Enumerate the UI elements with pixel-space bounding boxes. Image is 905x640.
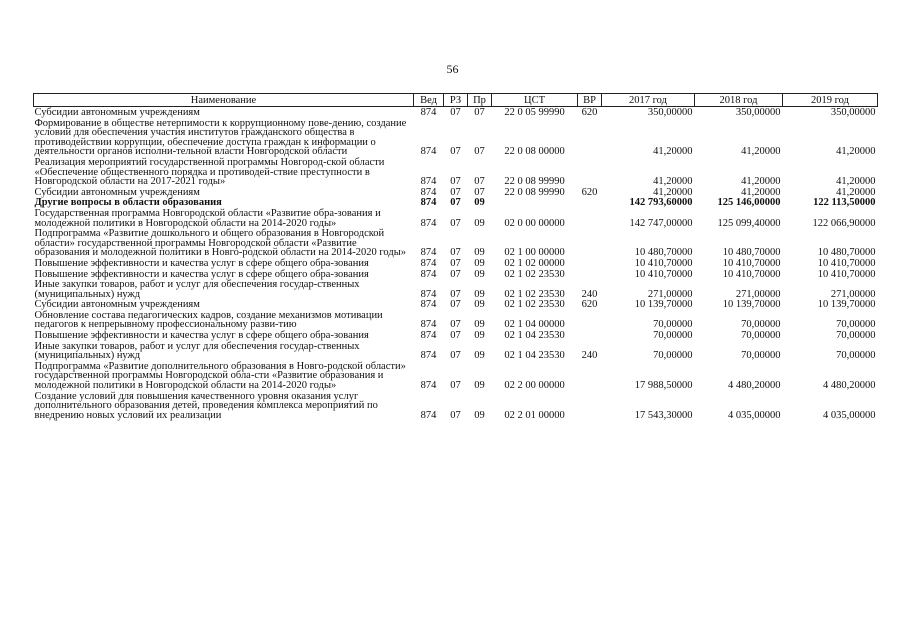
col-header-rz: РЗ: [444, 94, 468, 107]
cell-2019: 10 480,70000: [817, 247, 876, 259]
cell-vr: [578, 157, 602, 187]
table-row: [34, 330, 878, 341]
cell-vr: 620: [581, 186, 598, 198]
cell-2018: 70,00000: [741, 330, 781, 342]
cell-2017: 17 543,30000: [634, 409, 693, 421]
col-header-name: Наименование: [34, 94, 414, 107]
col-header-vr: ВР: [578, 94, 602, 107]
table-row: [34, 310, 878, 330]
cell-ved: 874: [420, 217, 437, 229]
cell-pr: 07: [474, 186, 485, 198]
cell-2019: 10 139,70000: [817, 299, 876, 311]
cell-name: Обновление состава педагогических кадров, создание механизмов мотивации педагогов к непрерывному профессиональному разви-тию: [34, 309, 383, 331]
cell-2017: 142 793,60000: [629, 197, 693, 209]
cell-2019: 122 113,50000: [813, 197, 876, 209]
table-row: [34, 228, 878, 258]
table-row: [34, 208, 878, 228]
cell-2018: 10 139,70000: [722, 299, 781, 311]
table-header-row: [34, 94, 878, 107]
table-row: [34, 107, 878, 118]
cell-2017: 142 747,00000: [629, 217, 693, 229]
cell-2018: 125 099,40000: [717, 217, 781, 229]
table-row: [34, 361, 878, 391]
cell-name: Субсидии автономным учреждениям: [34, 107, 200, 118]
table-row: [34, 258, 878, 269]
cell-2017: 10 410,70000: [634, 268, 693, 280]
cell-rz: 07: [450, 350, 461, 362]
cell-cst: 22 0 08 99990: [504, 176, 565, 188]
cell-2018: 125 146,00000: [717, 197, 781, 209]
cell-2018: 70,00000: [741, 319, 781, 331]
cell-name: Другие вопросы в области образования: [34, 197, 222, 209]
cell-2019: 4 480,20000: [823, 380, 876, 392]
cell-2017: 70,00000: [653, 330, 693, 342]
table-row: [34, 299, 878, 310]
table-row: [34, 269, 878, 280]
cell-vr: 240: [581, 288, 598, 300]
cell-pr: 09: [474, 299, 485, 311]
cell-ved: 874: [420, 319, 437, 331]
cell-ved: 874: [420, 268, 437, 280]
cell-name: Субсидии автономным учреждениям: [34, 299, 200, 311]
cell-cst: 22 0 08 99990: [504, 186, 565, 198]
cell-cst: 02 2 01 00000: [504, 409, 565, 421]
table-row: [34, 118, 878, 157]
table-row: [34, 341, 878, 361]
cell-ved: 874: [420, 380, 437, 392]
cell-2018: 4 480,20000: [728, 380, 781, 392]
cell-2019: 350,00000: [830, 107, 876, 118]
cell-pr: 09: [474, 380, 485, 392]
cell-name: Государственная программа Новгородской области «Развитие обра-зования и молодежной политики в Новгородской области на 2014-2020 годы»: [34, 207, 381, 229]
cell-rz: 07: [450, 176, 461, 188]
cell-cst: 02 1 04 23530: [504, 350, 565, 362]
cell-cst: 22 0 05 99990: [504, 107, 565, 118]
cell-ved: 874: [420, 257, 437, 269]
cell-pr: 07: [474, 176, 485, 188]
cell-pr: 07: [474, 146, 485, 158]
cell-2017: 350,00000: [647, 107, 693, 118]
cell-2019: 70,00000: [836, 350, 876, 362]
cell-vr: [578, 310, 602, 330]
cell-2018: 4 035,00000: [728, 409, 781, 421]
cell-cst: 22 0 08 00000: [504, 146, 565, 158]
col-header-2017: 2017 год: [602, 94, 695, 107]
cell-vr: [578, 269, 602, 280]
cell-rz: 07: [450, 186, 461, 198]
cell-vr: [578, 228, 602, 258]
cell-pr: 09: [474, 319, 485, 331]
cell-rz: 07: [450, 319, 461, 331]
cell-2019: 41,20000: [836, 186, 876, 198]
cell-2017: 17 988,50000: [634, 380, 693, 392]
cell-2017: 41,20000: [653, 186, 693, 198]
cell-2019: 70,00000: [836, 330, 876, 342]
cell-cst: 02 1 02 23530: [504, 268, 565, 280]
cell-2018: 41,20000: [741, 186, 781, 198]
cell-ved: 874: [420, 107, 437, 118]
cell-2019: 122 066,90000: [812, 217, 876, 229]
cell-2017: 41,20000: [653, 176, 693, 188]
cell-2018: 10 410,70000: [722, 268, 781, 280]
cell-2019: 70,00000: [836, 319, 876, 331]
cell-vr: 240: [581, 350, 598, 362]
cell-cst: 02 1 02 23530: [504, 299, 565, 311]
cell-name: Создание условий для повышения качественного уровня оказания услуг дополнительного образования детей, проведения комплекса мероприятий по внедрению новых условий их реализации: [34, 390, 378, 421]
cell-pr: 09: [474, 350, 485, 362]
cell-ved: 874: [420, 409, 437, 421]
cell-name: Повышение эффективности и качества услуг в сфере общего обра-зования: [34, 330, 369, 342]
cell-rz: 07: [450, 288, 461, 300]
cell-vr: [578, 208, 602, 228]
cell-2018: 41,20000: [741, 146, 781, 158]
cell-pr: 09: [474, 257, 485, 269]
table-row: [34, 391, 878, 421]
cell-name: Субсидии автономным учреждениям: [34, 186, 200, 198]
cell-ved: 874: [420, 350, 437, 362]
cell-2019: 10 410,70000: [817, 257, 876, 269]
cell-pr: 09: [474, 247, 485, 259]
cell-2018: 10 480,70000: [722, 247, 781, 259]
cell-pr: 09: [474, 409, 485, 421]
cell-2017: 10 139,70000: [634, 299, 693, 311]
cell-2018: 41,20000: [741, 176, 781, 188]
cell-vr: [578, 258, 602, 269]
cell-rz: 07: [450, 107, 461, 118]
cell-2017: 10 410,70000: [634, 257, 693, 269]
cell-name: Подпрограмма «Развитие дошкольного и общего образования в Новгородской области» государственной программы Новгородской области «Развитие образования и молодежной политики в Новго-родской области на 2014-2020 годы»: [34, 228, 407, 259]
cell-pr: 09: [474, 268, 485, 280]
cell-2017: 271,00000: [647, 288, 693, 300]
cell-cst: 02 1 02 23530: [504, 288, 565, 300]
budget-table: [33, 93, 878, 420]
page-number: 56: [446, 62, 459, 76]
cell-vr: [578, 391, 602, 421]
cell-2019: 41,20000: [836, 146, 876, 158]
cell-2018: 10 410,70000: [722, 257, 781, 269]
cell-2017: 70,00000: [653, 319, 693, 331]
table-row: [34, 279, 878, 299]
cell-2018: 350,00000: [735, 107, 781, 118]
cell-name: Иные закупки товаров, работ и услуг для обеспечения государ-ственных (муниципальных) нужд: [34, 340, 360, 362]
cell-ved: 874: [420, 330, 437, 342]
cell-vr: [578, 197, 602, 208]
col-header-cst: ЦСТ: [492, 94, 578, 107]
cell-name: Формирование в обществе нетерпимости к коррупционному пове-дению, создание условий для обеспечения участия институтов гражданского общества в противодействии коррупции, обеспечение доступа граждан к информации о деятельности органов исполни-тельной власти Новгородской области: [34, 117, 407, 158]
cell-2019: 271,00000: [830, 288, 876, 300]
cell-pr: 07: [474, 107, 485, 118]
cell-pr: 09: [474, 330, 485, 342]
cell-name: Иные закупки товаров, работ и услуг для обеспечения государ-ственных (муниципальных) нужд: [34, 279, 360, 300]
cell-2019: 10 410,70000: [817, 268, 876, 280]
cell-ved: 874: [420, 288, 437, 300]
col-header-2019: 2019 год: [783, 94, 878, 107]
cell-name: Реализация мероприятий государственной программы Новгород-ской области «Обеспечение общественного порядка и противодей-ствие преступности в Новгородской области на 2017-2021 годы»: [34, 156, 385, 188]
cell-rz: 07: [450, 146, 461, 158]
cell-cst: 02 1 02 00000: [504, 257, 565, 269]
table-row: [34, 187, 878, 198]
cell-cst: 02 2 00 00000: [504, 380, 565, 392]
cell-pr: 09: [474, 217, 485, 229]
cell-vr: 620: [581, 107, 598, 118]
cell-2017: 41,20000: [653, 146, 693, 158]
cell-rz: 07: [450, 409, 461, 421]
cell-name: Подпрограмма «Развитие дополнительного образования в Новго-родской области» государственной программы Новгородской обла-сти «Развитие образования и молодежной политики в Новгородской области на 2014-2020 годы»: [34, 360, 406, 392]
cell-cst: 02 1 04 00000: [504, 319, 565, 331]
cell-ved: 874: [420, 176, 437, 188]
cell-pr: 09: [474, 197, 485, 209]
cell-rz: 07: [450, 330, 461, 342]
table-row: [34, 197, 878, 208]
cell-name: Повышение эффективности и качества услуг в сфере общего обра-зования: [34, 268, 369, 280]
cell-2018: 271,00000: [735, 288, 781, 300]
cell-2017: 70,00000: [653, 350, 693, 362]
cell-cst: 02 1 00 00000: [504, 247, 565, 259]
cell-rz: 07: [450, 268, 461, 280]
cell-vr: 620: [581, 299, 598, 311]
cell-ved: 874: [420, 186, 437, 198]
cell-cst: 02 1 04 23530: [504, 330, 565, 342]
cell-vr: [578, 361, 602, 391]
cell-rz: 07: [450, 247, 461, 259]
cell-name: Повышение эффективности и качества услуг в сфере общего обра-зования: [34, 257, 369, 269]
cell-2019: 4 035,00000: [823, 409, 876, 421]
cell-rz: 07: [450, 197, 461, 209]
col-header-pr: Пр: [468, 94, 492, 107]
col-header-2018: 2018 год: [695, 94, 783, 107]
cell-rz: 07: [450, 299, 461, 311]
cell-2017: 10 480,70000: [634, 247, 693, 259]
cell-cst: [492, 197, 578, 208]
cell-2019: 41,20000: [836, 176, 876, 188]
cell-rz: 07: [450, 380, 461, 392]
cell-ved: 874: [420, 299, 437, 311]
cell-2018: 70,00000: [741, 350, 781, 362]
cell-ved: 874: [420, 146, 437, 158]
col-header-ved: Вед: [414, 94, 444, 107]
cell-cst: 02 0 00 00000: [504, 217, 565, 229]
table-row: [34, 157, 878, 187]
cell-pr: 09: [474, 288, 485, 300]
cell-rz: 07: [450, 217, 461, 229]
cell-ved: 874: [420, 247, 437, 259]
cell-ved: 874: [420, 197, 437, 209]
cell-vr: [578, 118, 602, 157]
cell-rz: 07: [450, 257, 461, 269]
cell-vr: [578, 330, 602, 341]
